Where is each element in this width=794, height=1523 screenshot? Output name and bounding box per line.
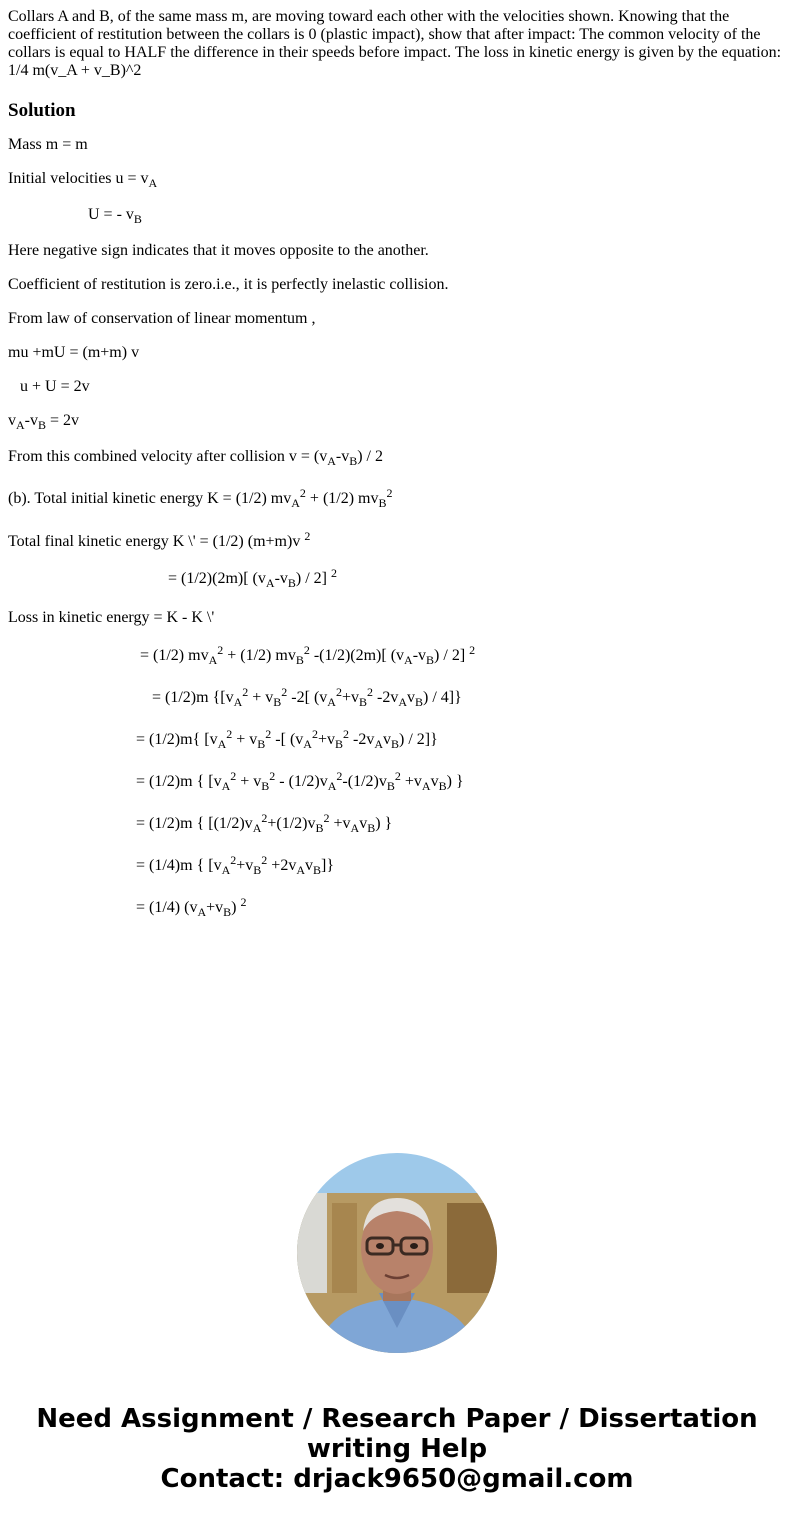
step-initial-velocity-a: Initial velocities $u = v_A$ [8, 170, 158, 190]
footer-line-2: writing Help [306, 1434, 488, 1464]
avatar-portrait [297, 1153, 497, 1353]
solution-heading: Solution [8, 100, 76, 121]
footer-banner [0, 1404, 794, 1494]
step-initial-ke: (b). Total initial kinetic energy K = (1/2) $mv_A^2 + (1/2)$ $mv_B^2$ [8, 486, 393, 510]
step-sum-eq: u + U = 2v [8, 378, 90, 395]
step-diff-eq: $v_A-v_B = 2v$ [8, 412, 80, 432]
step-momentum-eq: mu +mU = (m+m) v [8, 344, 140, 361]
footer-contact: Contact: drjack9650@gmail.com [160, 1464, 634, 1494]
step-loss-3: = (1/2)m{ [$v_A^2 + v_B^2$ -[ ($v_A^2+v_B^2$ $-2v_Av_B) / 2$]} [8, 727, 438, 751]
step-loss-5: = (1/2)m { $[(1/2)v_A^2+(1/2)v_B^2 +v_Av_B)$ } [8, 811, 393, 835]
step-initial-velocity-b: U = - $v_B$ [8, 206, 142, 226]
step-loss-1: = (1/2) $mv_A^2 + (1/2)$ $mv_B^2$ -(1/2)(2m)[ $(v_A-v_B) / 2$] $^2$ [8, 643, 476, 667]
solution-steps [8, 136, 786, 917]
document-body [8, 8, 786, 917]
step-loss-4: = (1/2)m { $[v_A^2 + v_B^2 - (1/2)v_A^2-(1/2)v_B^2 +v_Av_B)$ } [8, 769, 464, 793]
step-momentum-law: From law of conservation of linear momentum , [8, 310, 316, 327]
step-mass: Mass m = m [8, 136, 88, 153]
step-loss-result: = (1/4) $(v_A+v_B)$ $^2$ [8, 895, 247, 919]
step-final-ke: Total final kinetic energy K \' = (1/2) (m+m)v $^2$ [8, 529, 311, 550]
footer-line-1: Need Assignment / Research Paper / Dissertation [36, 1404, 758, 1434]
step-final-ke-2: = (1/2)(2m)[ $(v_A-v_B) / 2$] $^2$ [8, 566, 338, 590]
author-avatar [297, 1153, 497, 1353]
step-loss-2: = (1/2)m {[$v_A^2 + v_B^2$ -2[ ($v_A^2+v_B^2$ $-2v_Av_B) / 4$]} [8, 685, 462, 709]
step-combined-velocity: From this combined velocity after collision $v = (v_A-v_B) / 2$ [8, 448, 383, 468]
step-restitution: Coefficient of restitution is zero.i.e., it is perfectly inelastic collision. [8, 276, 449, 293]
step-sign-note: Here negative sign indicates that it moves opposite to the another. [8, 242, 429, 259]
step-loss-6: = (1/4)m { $[v_A^2+v_B^2 +2v_Av_B]$} [8, 853, 335, 877]
step-loss-ke: Loss in kinetic energy = K - K \' [8, 609, 215, 626]
question-text: Collars A and B, of the same mass m, are moving toward each other with the velocities shown. Knowing that the coefficient of restitution between the collars is 0 (plastic impact), show that after impact: The common velocity of the collars is equal to HALF the difference in their speeds before impact. The loss in kinetic energy is given by the equation: 1/4 m(v_A + v_B)^2 [8, 8, 782, 79]
